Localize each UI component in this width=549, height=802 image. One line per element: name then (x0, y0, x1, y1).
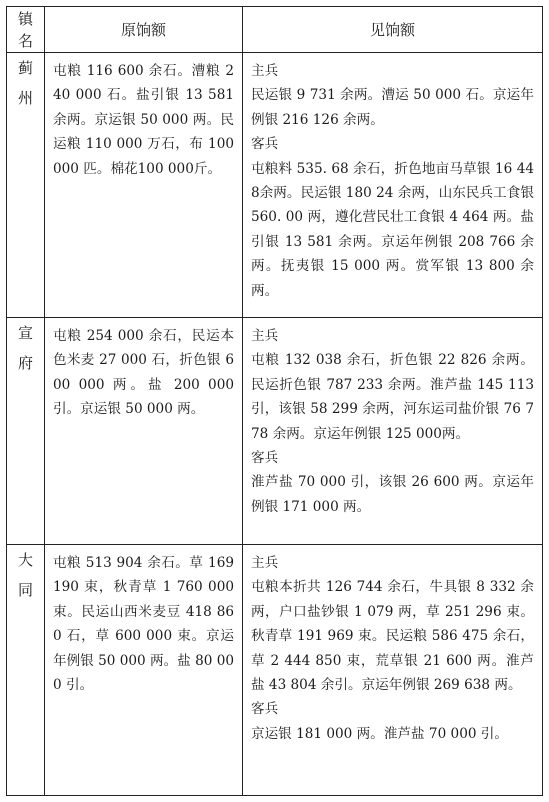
guest-soldiers-text: 京运银 181 000 两。淮芦盐 70 000 引。 (251, 725, 508, 742)
guest-soldiers-label: 客兵 (251, 450, 279, 467)
main-soldiers-text: 屯粮本折共 126 744 余石，牛具银 8 332 余两，户口盐钞银 1 079 两，草 251 296 束。秋青草 191 969 束。民运粮 586 475 余石，草 2 444 850 束，荒草银 21 600 两。淮芦盐 43 804 余引。京运年例银 269 638 两。 (251, 579, 534, 694)
table-row (7, 53, 543, 318)
table-row (7, 318, 543, 545)
original-cell (45, 545, 243, 796)
header-town-label: 镇名 (17, 9, 33, 50)
original-cell (45, 318, 243, 545)
current-cell (243, 545, 543, 796)
town-name: 大同 (17, 551, 33, 599)
town-cell (7, 318, 45, 545)
town-cell (7, 53, 45, 318)
guest-soldiers-label: 客兵 (251, 701, 279, 718)
current-cell (243, 53, 543, 318)
header-original (45, 7, 243, 53)
original-cell (45, 53, 243, 318)
header-current-label: 见饷额 (369, 21, 415, 39)
main-soldiers-label: 主兵 (251, 328, 279, 344)
main-soldiers-text: 屯粮 132 038 余石，折色银 22 826 余两。民运折色银 787 233 余两。淮芦盐 145 113引，该银 58 299 余两，河东运司盐价银 76 778 余两。京运年例银 125 000两。 (251, 352, 534, 442)
table-header-row (7, 7, 543, 53)
current-text (243, 318, 542, 519)
original-text: 屯粮 116 600 余石。漕粮 240 000 石。盐引银 13 581 余两。京运银 50 000 两。民运粮 110 000 万石，布 100 000 匹。棉花100 000斤。 (53, 63, 234, 177)
current-text (243, 53, 542, 303)
rations-table (6, 6, 543, 796)
original-text: 屯粮 513 904 余石。草 169 190 束，秋青草 1 760 000束。民运山西米麦豆 418 860 石，草 600 000 束。京运年例银 50 000 两。盐 80 000 引。 (53, 555, 235, 694)
guest-soldiers-label: 客兵 (251, 136, 279, 153)
main-soldiers-label: 主兵 (251, 555, 279, 571)
main-soldiers-label: 主兵 (251, 63, 279, 79)
original-text: 屯粮 254 000 余石，民运本色米麦 27 000 石，折色银 600 000 两。盐 200 000 引。京运银 50 000 两。 (53, 328, 234, 418)
table-row (7, 545, 543, 796)
current-cell (243, 318, 543, 545)
town-name: 宣府 (17, 324, 33, 372)
header-town (7, 7, 45, 53)
town-name: 蓟州 (17, 59, 33, 107)
main-soldiers-text: 民运银 9 731 余两。漕运 50 000 石。京运年例银 216 126 余两。 (251, 87, 534, 128)
header-original-label: 原饷额 (120, 21, 166, 39)
town-cell (7, 545, 45, 796)
guest-soldiers-text: 淮芦盐 70 000 引，该银 26 600 两。京运年例银 171 000 两。 (251, 474, 534, 515)
guest-soldiers-text: 屯粮料 535. 68 余石，折色地亩马草银 16 448余两。民运银 180 24 余两，山东民兵工食银 560. 00 两，遵化营民壮工食银 4 464 两。盐引银 13 581 余两。京运年例银 208 766 余两。抚夷银 15 000 两。赏军银 13 800 余两。 (251, 160, 534, 299)
current-text (243, 545, 542, 746)
header-current (243, 7, 543, 53)
